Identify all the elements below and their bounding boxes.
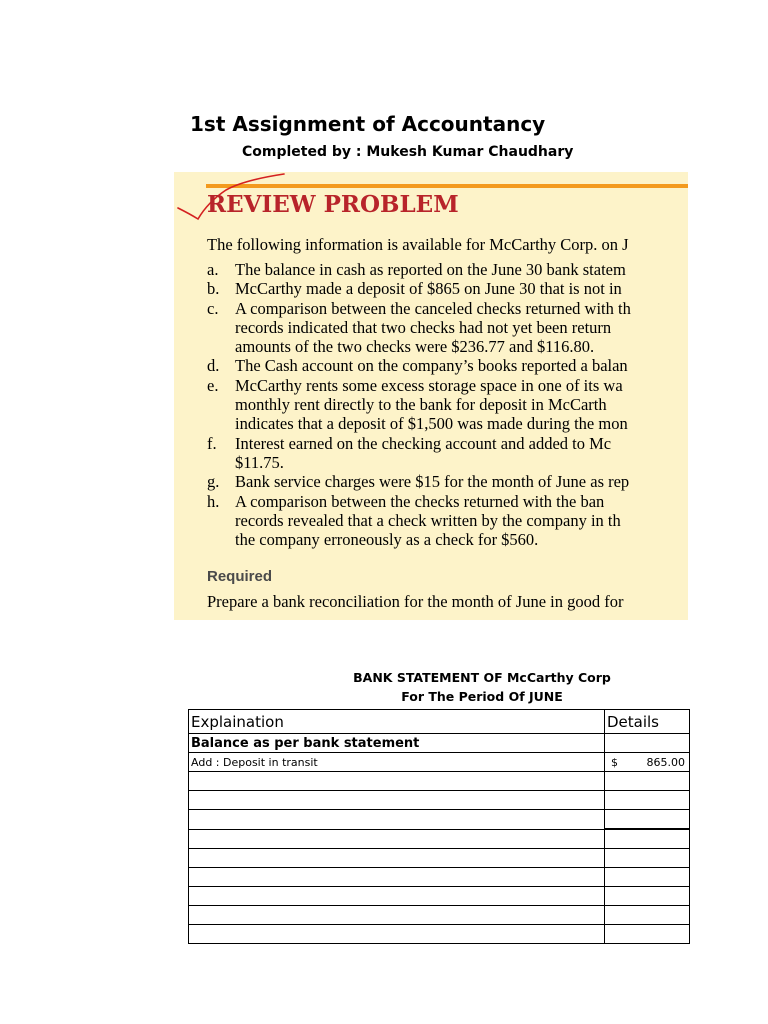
item-text: The Cash account on the company’s books reported a balan bbox=[235, 356, 628, 376]
problem-items bbox=[207, 260, 631, 549]
table-row bbox=[189, 772, 690, 791]
document-title: 1st Assignment of Accountancy bbox=[190, 112, 546, 136]
item-letter: h. bbox=[207, 491, 220, 511]
problem-item-line bbox=[207, 530, 631, 549]
item-text: Bank service charges were $15 for the month of June as rep bbox=[235, 472, 630, 492]
problem-item-line bbox=[207, 395, 631, 414]
empty-cell[interactable] bbox=[189, 906, 605, 925]
item-letter bbox=[207, 453, 235, 472]
item-letter: a. bbox=[207, 260, 219, 279]
problem-item-line bbox=[207, 511, 631, 530]
empty-cell[interactable] bbox=[605, 791, 690, 810]
column-header-explanation: Explaination bbox=[189, 710, 605, 734]
review-heading: REVIEW PROBLEM bbox=[207, 191, 459, 218]
table-row bbox=[189, 734, 690, 753]
table-row bbox=[189, 925, 690, 944]
problem-item-line bbox=[207, 279, 631, 298]
problem-item-line bbox=[207, 260, 631, 279]
empty-cell[interactable] bbox=[189, 772, 605, 791]
author-line: Completed by : Mukesh Kumar Chaudhary bbox=[242, 144, 574, 160]
problem-intro: The following information is available for McCarthy Corp. on J bbox=[207, 235, 629, 254]
item-letter bbox=[207, 511, 235, 530]
empty-cell[interactable] bbox=[605, 887, 690, 906]
empty-cell[interactable] bbox=[605, 906, 690, 925]
empty-cell[interactable] bbox=[189, 849, 605, 868]
item-text: The balance in cash as reported on the June 30 bank statem bbox=[235, 260, 626, 279]
table-row bbox=[189, 829, 690, 849]
currency-symbol: $ bbox=[611, 755, 618, 769]
empty-cell[interactable] bbox=[189, 887, 605, 906]
table-row bbox=[189, 849, 690, 868]
required-text: Prepare a bank reconciliation for the month of June in good for bbox=[207, 592, 624, 611]
column-header-details: Details bbox=[605, 710, 690, 734]
item-text: A comparison between the checks returned with the ban bbox=[235, 491, 605, 511]
problem-item-line bbox=[207, 356, 631, 375]
item-text: indicates that a deposit of $1,500 was made during the mon bbox=[235, 414, 628, 434]
problem-item-line bbox=[207, 337, 631, 356]
item-letter: b. bbox=[207, 279, 220, 299]
empty-cell[interactable] bbox=[605, 868, 690, 887]
item-letter: e. bbox=[207, 375, 219, 395]
item-text: amounts of the two checks were $236.77 and $116.80. bbox=[235, 337, 595, 357]
balance-per-bank-label: Balance as per bank statement bbox=[189, 734, 605, 753]
problem-item-line bbox=[207, 472, 631, 491]
problem-item-line bbox=[207, 434, 631, 453]
item-text: records revealed that a check written by the company in th bbox=[235, 510, 621, 530]
problem-item-line bbox=[207, 453, 631, 472]
item-text: McCarthy made a deposit of $865 on June 30 that is not in bbox=[235, 279, 622, 299]
item-text: records indicated that two checks had not yet been return bbox=[235, 317, 612, 337]
item-letter bbox=[207, 395, 235, 414]
item-text: $11.75. bbox=[235, 452, 284, 472]
item-letter: c. bbox=[207, 298, 219, 318]
table-row bbox=[189, 906, 690, 925]
empty-cell[interactable] bbox=[189, 925, 605, 944]
table-row bbox=[189, 810, 690, 830]
statement-title: BANK STATEMENT OF McCarthy Corp bbox=[353, 670, 611, 685]
table-header-row bbox=[189, 710, 690, 734]
deposit-in-transit-label: Add : Deposit in transit bbox=[189, 753, 605, 772]
table-row bbox=[189, 887, 690, 906]
statement-period: For The Period Of JUNE bbox=[401, 689, 563, 704]
item-letter bbox=[207, 530, 235, 549]
table-row bbox=[189, 868, 690, 887]
empty-cell[interactable] bbox=[605, 829, 690, 849]
deposit-in-transit-value[interactable] bbox=[605, 753, 690, 772]
empty-cell[interactable] bbox=[189, 868, 605, 887]
table-row bbox=[189, 753, 690, 772]
item-text: A comparison between the canceled checks returned with th bbox=[235, 298, 631, 318]
problem-item-line bbox=[207, 318, 631, 337]
problem-item-line bbox=[207, 414, 631, 433]
item-letter: d. bbox=[207, 356, 220, 376]
item-letter bbox=[207, 318, 235, 337]
empty-cell[interactable] bbox=[605, 810, 690, 830]
empty-cell[interactable] bbox=[189, 829, 605, 849]
item-text: Interest earned on the checking account and added to Mc bbox=[235, 433, 612, 453]
problem-item-line bbox=[207, 492, 631, 511]
item-text: the company erroneously as a check for $560. bbox=[235, 530, 539, 550]
empty-cell[interactable] bbox=[189, 791, 605, 810]
item-text: monthly rent directly to the bank for deposit in McCarth bbox=[235, 395, 607, 415]
required-label: Required bbox=[207, 568, 273, 585]
item-letter bbox=[207, 337, 235, 356]
review-problem-image bbox=[174, 172, 688, 620]
reconciliation-table bbox=[188, 709, 690, 944]
problem-item-line bbox=[207, 376, 631, 395]
deposit-amount: 865.00 bbox=[646, 755, 685, 769]
problem-item-line bbox=[207, 299, 631, 318]
empty-cell[interactable] bbox=[605, 925, 690, 944]
item-letter bbox=[207, 414, 235, 433]
item-letter: g. bbox=[207, 472, 220, 492]
item-letter: f. bbox=[207, 433, 217, 453]
balance-per-bank-value[interactable] bbox=[605, 734, 690, 753]
empty-cell[interactable] bbox=[605, 849, 690, 868]
empty-cell[interactable] bbox=[189, 810, 605, 830]
table-row bbox=[189, 791, 690, 810]
empty-cell[interactable] bbox=[605, 772, 690, 791]
item-text: McCarthy rents some excess storage space in one of its wa bbox=[235, 375, 623, 395]
